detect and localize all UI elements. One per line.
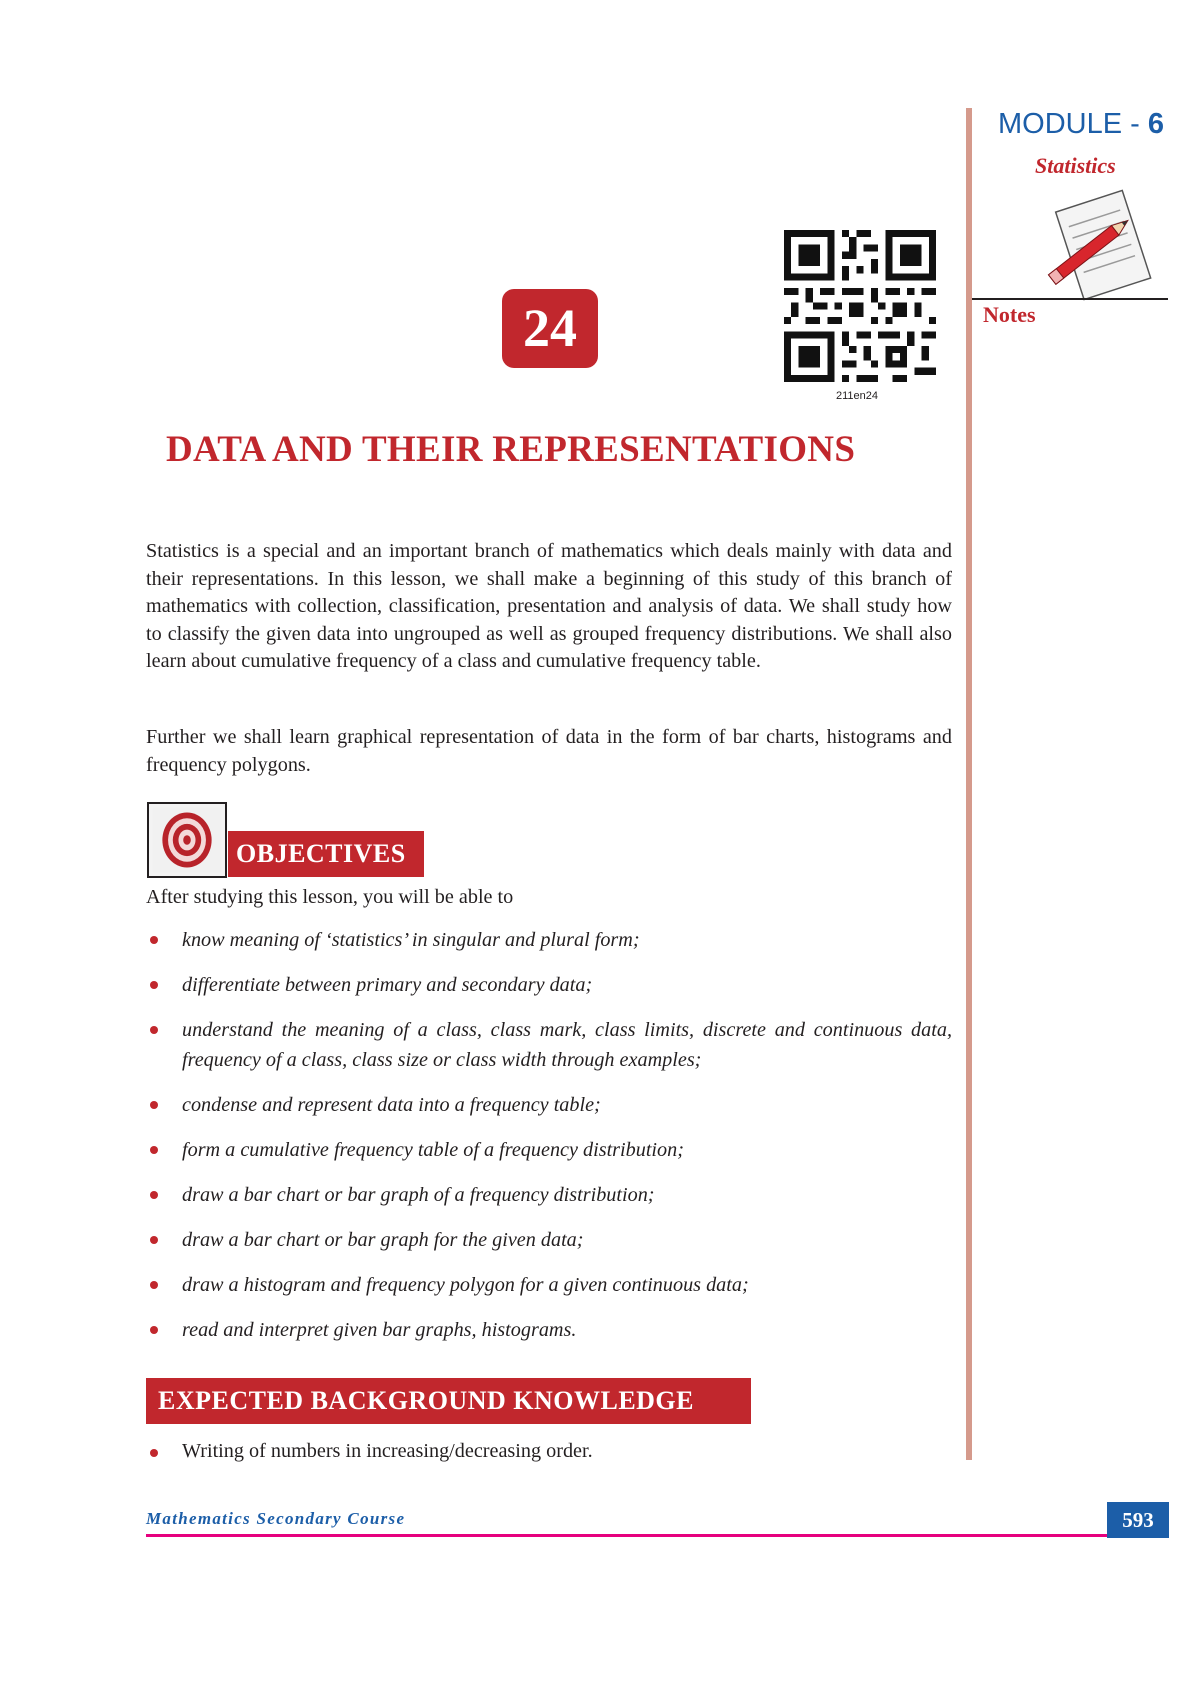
chapter-title: DATA AND THEIR REPRESENTATIONS — [166, 429, 856, 470]
module-number: 6 — [1147, 108, 1164, 140]
list-item — [146, 1270, 952, 1300]
list-item — [146, 1135, 952, 1165]
bullet-icon — [150, 1191, 158, 1199]
bullet-icon — [150, 1449, 158, 1457]
notes-rule — [972, 298, 1168, 300]
list-item — [146, 1015, 952, 1075]
footer-course: Mathematics Secondary Course — [146, 1509, 406, 1528]
bullet-icon — [150, 981, 158, 989]
target-icon — [147, 802, 227, 878]
list-item — [146, 1315, 952, 1345]
bullet-icon — [150, 1281, 158, 1289]
objective-text: differentiate between primary and secondary data; — [182, 974, 593, 996]
objectives-list — [146, 925, 952, 1360]
objective-text: condense and represent data into a frequency table; — [182, 1094, 601, 1116]
bullet-icon — [150, 1026, 158, 1034]
list-item — [146, 925, 952, 955]
qr-code-icon — [784, 230, 936, 382]
bullet-icon — [150, 1236, 158, 1244]
footer-rule — [146, 1534, 1164, 1537]
intro-paragraph-2: Further we shall learn graphical representation of data in the form of bar charts, histograms and frequency polygons. — [146, 726, 952, 776]
margin-rule — [966, 108, 972, 1460]
objective-text: draw a bar chart or bar graph for the given data; — [182, 1229, 584, 1251]
objectives-intro: After studying this lesson, you will be able to — [146, 886, 514, 908]
list-item — [146, 970, 952, 1000]
module-label: MODULE - — [998, 108, 1148, 140]
notes-label: Notes — [983, 302, 1036, 327]
objectives-heading: OBJECTIVES — [228, 831, 424, 877]
bullet-icon — [150, 936, 158, 944]
background-text: Writing of numbers in increasing/decreasing order. — [182, 1440, 593, 1462]
background-heading: EXPECTED BACKGROUND KNOWLEDGE — [146, 1378, 751, 1424]
bullet-icon — [150, 1146, 158, 1154]
list-item — [146, 1180, 952, 1210]
bullet-icon — [150, 1101, 158, 1109]
list-item — [146, 1440, 593, 1463]
objective-text: draw a histogram and frequency polygon for a given continuous data; — [182, 1274, 749, 1296]
objective-text: understand the meaning of a class, class mark, class limits, discrete and continuous data, frequency of a class, class size or class width through examples; — [182, 1019, 952, 1071]
module-subject: Statistics — [1035, 153, 1116, 178]
list-item — [146, 1225, 952, 1255]
page-number: 593 — [1107, 1502, 1169, 1538]
module-title — [998, 108, 1164, 141]
intro-paragraph-1: Statistics is a special and an important branch of mathematics which deals mainly with data and their representations. In this lesson, we shall make a beginning of this study of this branch of mathematics with collection, classification, presentation and analysis of data. We shall study how to classify the given data into ungrouped as well as grouped frequency distributions. We shall also learn about cumulative frequency of a class and cumulative frequency table. — [146, 540, 952, 672]
objective-text: know meaning of ‘statistics’ in singular and plural form; — [182, 929, 640, 951]
notepad-pencil-icon — [1040, 180, 1160, 310]
objective-text: draw a bar chart or bar graph of a frequency distribution; — [182, 1184, 655, 1206]
chapter-number: 24 — [502, 289, 598, 368]
list-item — [146, 1090, 952, 1120]
bullet-icon — [150, 1326, 158, 1334]
objective-text: form a cumulative frequency table of a frequency distribution; — [182, 1139, 684, 1161]
objective-text: read and interpret given bar graphs, histograms. — [182, 1319, 577, 1341]
qr-caption: 211en24 — [836, 390, 879, 402]
